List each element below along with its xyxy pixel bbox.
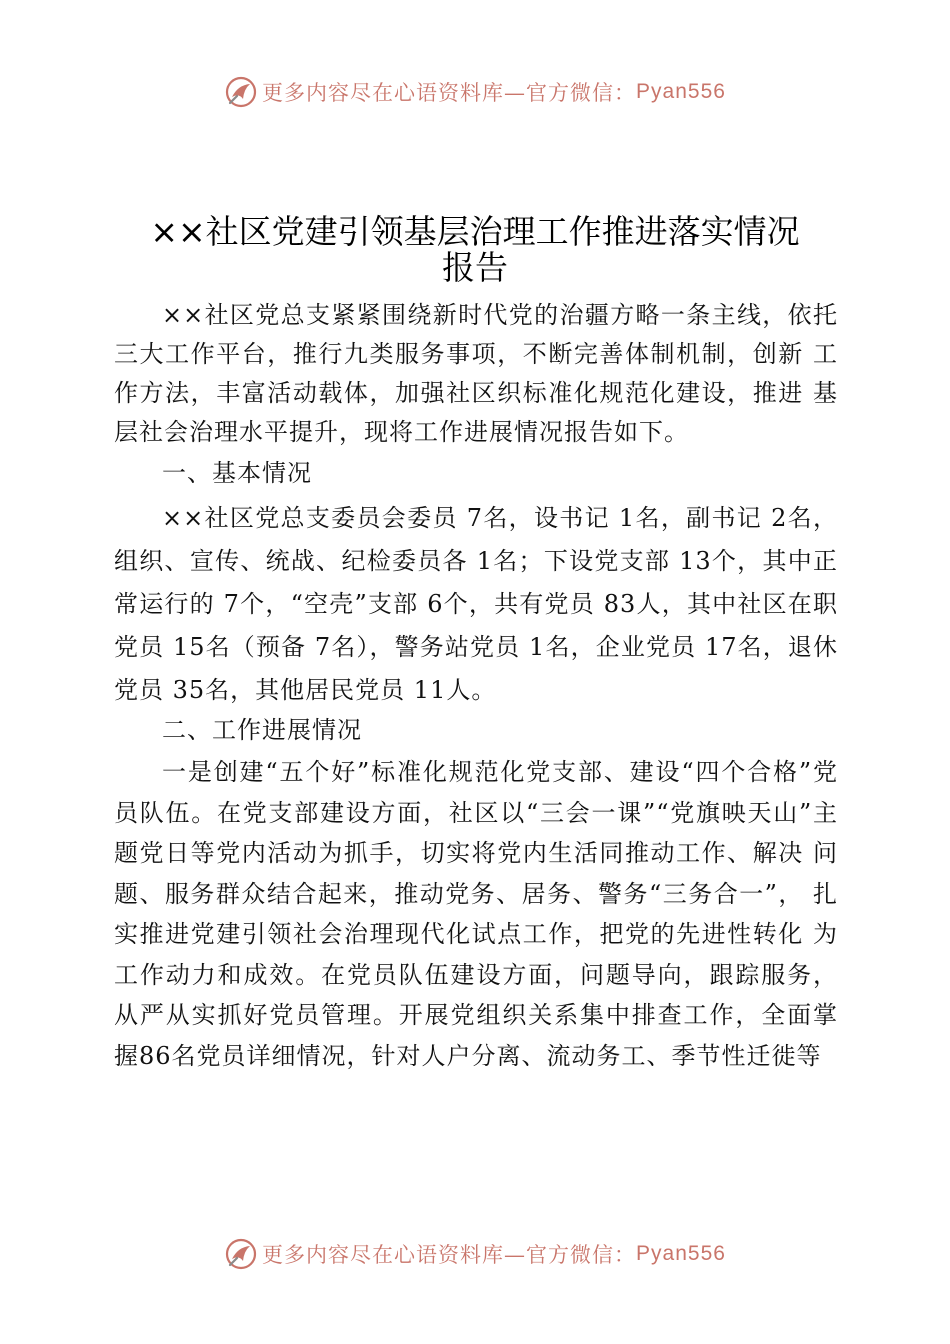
watermark-text: 更多内容尽在心语资料库—官方微信：: [262, 81, 637, 105]
section-heading-1: 一、基本情况: [162, 459, 312, 487]
seal-logo-icon: [224, 1237, 258, 1271]
watermark-id: Pyan556: [636, 1242, 726, 1265]
watermark-id: Pyan556: [636, 80, 726, 103]
intro-paragraph: ××社区党总支紧紧围绕新时代党的治疆方略一条主线，依托三大工作平台，推行九类服务事项，不断完善体制机制，创新 工作方法，丰富活动载体，加强社区织标准化规范化建设，推进 基层社会治理水平提升，现将工作进展情况报告如下。: [114, 301, 838, 446]
section-heading-2: 二、工作进展情况: [162, 716, 362, 744]
title-line-2: 报告: [442, 248, 508, 287]
seal-logo-icon: [224, 75, 258, 109]
section-1-paragraph: ××社区党总支委员会委员 7名，设书记 1名，副书记 2名，组织、宣传、统战、纪检委员各 1名；下设党支部 13个，其中正常运行的 7个，“空壳”支部 6个，共有党员 83人，其中社区在职党员 15名（预备 7名），警务站党员 1名，企业党员 17名，退休党员 35名，其他居民党员 11人。: [114, 504, 838, 704]
watermark-footer: [0, 1234, 950, 1274]
title-line-1: ××社区党建引领基层治理工作推进落实情况: [150, 212, 800, 251]
watermark-header: [0, 72, 950, 112]
section-2-paragraph: 一是创建“五个好”标准化规范化党支部、建设“四个合格”党员队伍。在党支部建设方面，社区以“三会一课”“党旗映天山”主题党日等党内活动为抓手，切实将党内生活同推动工作、解决 问题、服务群众结合起来，推动党务、居务、警务“三务合一”， 扎实推进党建引领社会治理现代化试点工作，把党的先进性转化 为工作动力和成效。在党员队伍建设方面，问题导向，跟踪服务， 从严从实抓好党员管理。开展党组织关系集中排查工作，全面掌 握86名党员详细情况，针对人户分离、流动务工、季节性迁徙等: [114, 758, 838, 1070]
document-title: [60, 214, 890, 286]
watermark-text: 更多内容尽在心语资料库—官方微信：: [262, 1243, 637, 1267]
